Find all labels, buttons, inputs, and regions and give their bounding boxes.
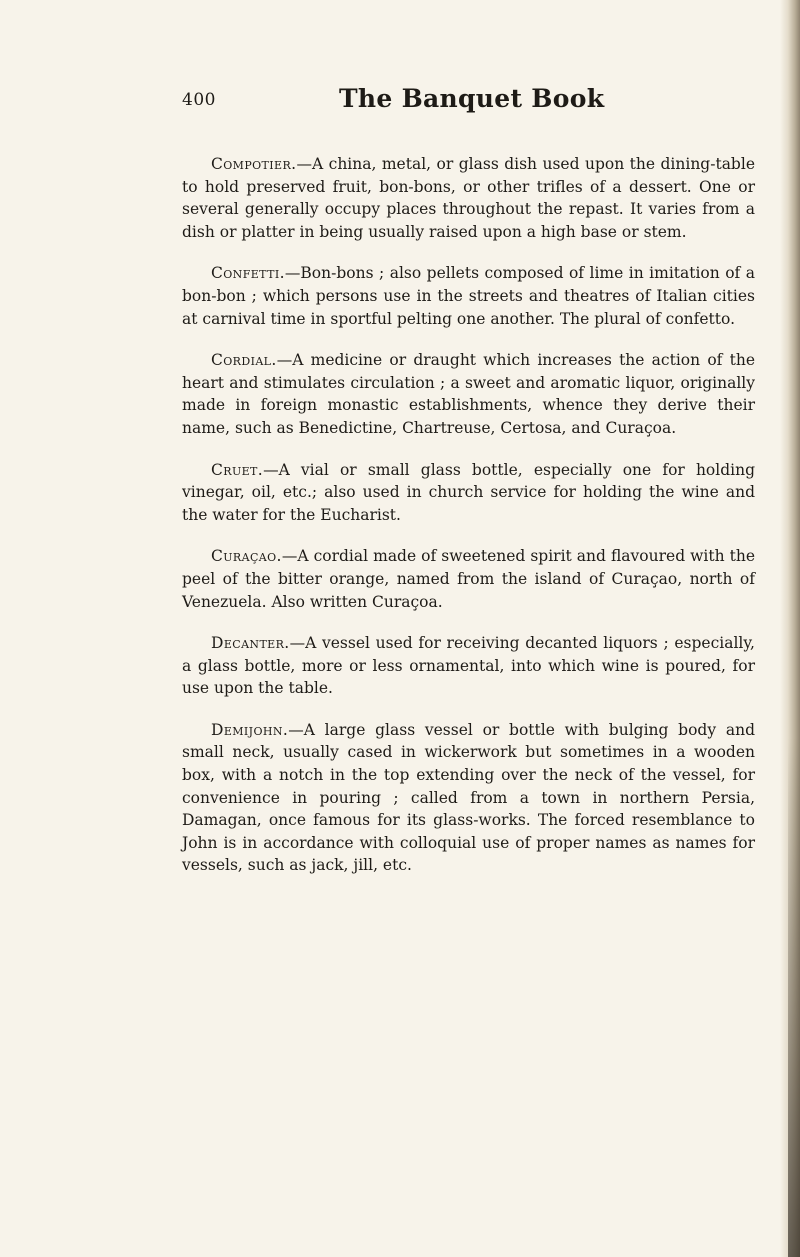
entry-definition: —A vessel used for receiving decanted liquors ; especially, a glass bottle, more or less ornamental, into which wine is poured, for use upon the table. <box>182 634 755 698</box>
entry-term: Demijohn. <box>211 720 289 739</box>
entry-term: Confetti. <box>211 264 285 283</box>
entry-term: Curaçao. <box>211 547 282 566</box>
entry-cordial <box>182 349 755 439</box>
entry-compotier <box>182 153 755 243</box>
entry-definition: —A cordial made of sweetened spirit and flavoured with the peel of the bitter orange, named from the island of Curaçao, north of Venezuela. Also written Curaçoa. <box>182 547 755 611</box>
glossary-entries <box>182 153 755 896</box>
entry-definition: —A large glass vessel or bottle with bulging body and small neck, usually cased in wickerwork but sometimes in a wooden box, with a notch in the top extending over the neck of the vessel, for convenience in pouring ; called from a town in northern Persia, Damagan, once famous for its glass-works. The forced resemblance to John is in accordance with colloquial use of proper names as names for vessels, such as jack, jill, etc. <box>182 720 755 875</box>
page-header <box>182 84 782 118</box>
page-edge-shadow-lower <box>788 737 800 1257</box>
entry-definition: —A vial or small glass bottle, especially one for holding vinegar, oil, etc.; also used in church service for holding the wine and the water for the Eucharist. <box>182 460 755 524</box>
page-number: 400 <box>182 90 216 110</box>
entry-term: Cordial. <box>211 351 277 370</box>
entry-cruet <box>182 459 755 527</box>
entry-term: Compotier. <box>211 155 297 173</box>
running-title: The Banquet Book <box>339 84 605 113</box>
entry-decanter <box>182 632 755 700</box>
entry-demijohn <box>182 719 755 877</box>
entry-term: Decanter. <box>211 634 290 653</box>
entry-definition: —A china, metal, or glass dish used upon the dining-table to hold preserved fruit, bon-bons, or other trifles of a dessert. One or several generally occupy places throughout the repast. It varies from a dish or platter in being usually raised upon a high base or stem. <box>182 155 755 241</box>
page-edge-shadow <box>780 0 800 1257</box>
entry-term: Cruet. <box>211 460 264 479</box>
entry-definition: —A medicine or draught which increases the action of the heart and stimulates circulation ; a sweet and aromatic liquor, originally made in foreign monastic establishments, whence they derive their name, such as Benedictine, Chartreuse, Certosa, and Curaçoa. <box>182 351 755 437</box>
entry-definition: —Bon-bons ; also pellets composed of lime in imitation of a bon-bon ; which persons use in the streets and theatres of Italian cities at carnival time in sportful pelting one another. The plural of confetto. <box>182 264 755 328</box>
entry-confetti <box>182 262 755 330</box>
entry-curacao <box>182 545 755 613</box>
